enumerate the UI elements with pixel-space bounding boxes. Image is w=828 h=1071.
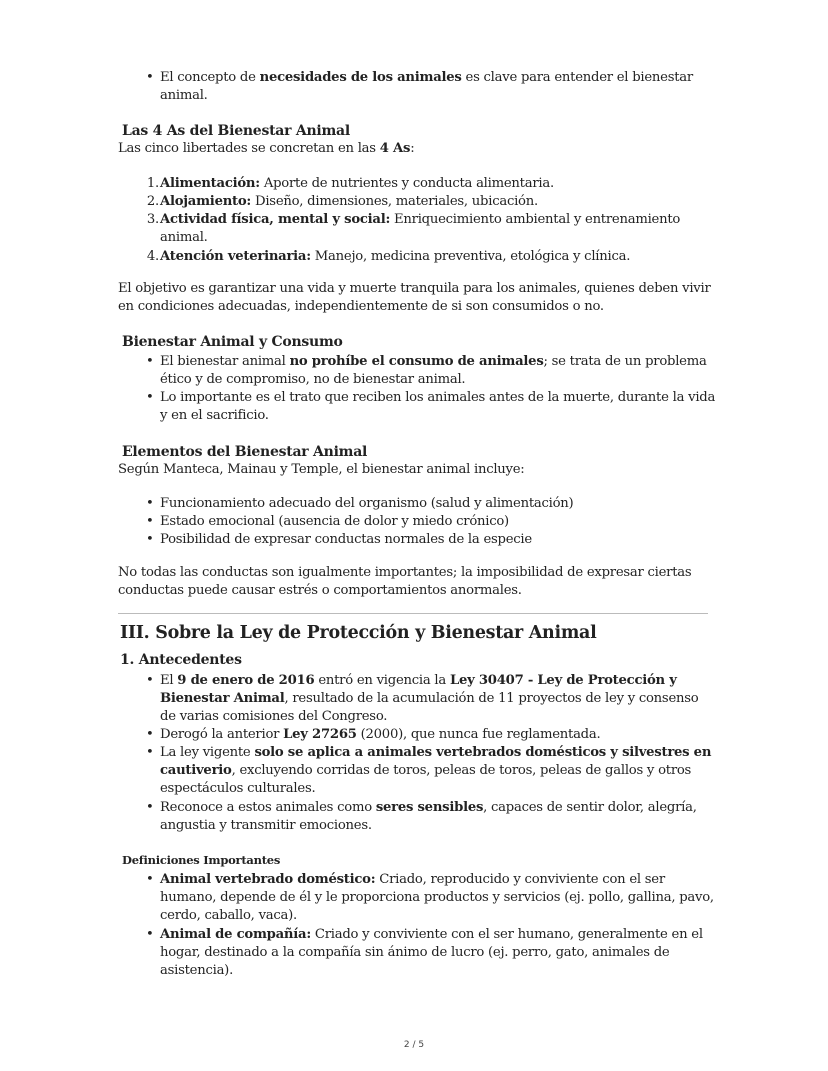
bullet-item <box>146 495 716 513</box>
bullet-item <box>146 513 716 531</box>
text: , resultado de la acumulación de 11 proyectos de ley y consenso de varias comisiones del Congreso. <box>160 691 699 725</box>
bullet-marker: • <box>146 354 154 369</box>
minor-heading <box>122 851 280 869</box>
list-number: 1. <box>146 176 159 191</box>
text: Definiciones Importantes <box>122 853 281 867</box>
text: El objetivo es garantizar una vida y muerte tranquila para los animales, quienes deben vivir en condiciones adecuadas, independientemente de si son consumidos o no. <box>118 281 711 315</box>
bold-text: Animal de compañía: <box>160 927 311 942</box>
numbered-item <box>146 248 716 266</box>
bold-text: 9 de enero de 2016 <box>177 673 315 688</box>
subsection-heading <box>122 443 367 461</box>
bullet-item <box>146 531 716 549</box>
text: Las 4 As del Bienestar Animal <box>122 123 350 139</box>
bullet-item <box>146 672 716 727</box>
bold-text: Alojamiento: <box>160 194 252 209</box>
bullet-item <box>146 353 716 389</box>
numbered-item <box>146 211 716 247</box>
text: Enriquecimiento ambiental y entrenamiento animal. <box>160 212 681 246</box>
text: Reconoce a estos animales como <box>160 800 376 815</box>
bullet-marker: • <box>146 745 154 760</box>
text: Criado, reproducido y conviviente con el ser humano, depende de él y le proporciona productos y servicios (ej. pollo, gallina, pavo, cerdo, caballo, vaca). <box>160 872 714 924</box>
bullet-item <box>146 726 716 744</box>
page-number: 2 / 5 <box>403 1040 425 1050</box>
bullet-marker: • <box>146 872 154 887</box>
text: III. Sobre la Ley de Protección y Bienestar Animal <box>120 623 597 643</box>
text: Aporte de nutrientes y conducta alimentaria. <box>259 176 554 191</box>
bold-text: Atención veterinaria: <box>160 249 311 264</box>
bullet-marker: • <box>146 800 154 815</box>
text: Lo importante es el trato que reciben los animales antes de la muerte, durante la vida y en el sacrificio. <box>160 390 716 424</box>
text: Las cinco libertades se concretan en las <box>118 141 380 156</box>
text: Derogó la anterior <box>160 727 284 742</box>
bullet-marker: • <box>146 673 154 688</box>
numbered-item <box>146 175 716 193</box>
paragraph <box>118 564 718 600</box>
bullet-marker: • <box>146 496 154 511</box>
bold-text: Ley 27265 <box>283 727 357 742</box>
bold-text: Animal vertebrado doméstico: <box>160 872 376 887</box>
numbered-item <box>146 193 716 211</box>
text: Posibilidad de expresar conductas normales de la especie <box>160 532 532 547</box>
text: Criado y conviviente con el ser humano, generalmente en el hogar, destinado a la compañía sin ánimo de lucro (ej. perro, gato, animales de asistencia). <box>160 927 703 979</box>
bold-text: solo se aplica a animales vertebrados domésticos y silvestres en cautiverio <box>160 745 712 779</box>
paragraph <box>118 140 718 158</box>
subsection-heading <box>122 333 343 351</box>
list-number: 3. <box>146 212 159 227</box>
list-number: 4. <box>146 249 159 264</box>
text: , excluyendo corridas de toros, peleas de toros, peleas de gallos y otros espectáculos culturales. <box>160 763 692 797</box>
bold-text: Ley 30407 - Ley de Protección y Bienestar Animal <box>160 673 677 707</box>
bullet-item <box>146 69 716 105</box>
text: 1. Antecedentes <box>120 652 242 668</box>
text: Según Manteca, Mainau y Temple, el bienestar animal incluye: <box>118 462 525 477</box>
bullet-marker: • <box>146 532 154 547</box>
bold-text: Actividad física, mental y social: <box>160 212 391 227</box>
text: Bienestar Animal y Consumo <box>122 334 343 350</box>
text: Estado emocional (ausencia de dolor y miedo crónico) <box>160 514 509 529</box>
subsection-heading <box>122 122 350 140</box>
text: (2000), que nunca fue reglamentada. <box>356 727 601 742</box>
bullet-item <box>146 389 716 425</box>
text: , capaces de sentir dolor, alegría, angustia y transmitir emociones. <box>160 800 697 834</box>
paragraph <box>118 280 718 316</box>
text: Diseño, dimensiones, materiales, ubicación. <box>251 194 538 209</box>
section-divider <box>118 613 708 614</box>
bullet-item <box>146 871 716 926</box>
text: No todas las conductas son igualmente importantes; la imposibilidad de expresar ciertas conductas puede causar estrés o comportamientos anormales. <box>118 565 692 599</box>
bold-text: 4 As <box>379 141 411 156</box>
bullet-marker: • <box>146 727 154 742</box>
bold-text: no prohíbe el consumo de animales <box>289 354 544 369</box>
text: ; se trata de un problema ético y de compromiso, no de bienestar animal. <box>160 354 707 388</box>
bullet-item <box>146 744 716 799</box>
subsection-heading <box>120 651 242 669</box>
text: La ley vigente <box>160 745 255 760</box>
bullet-marker: • <box>146 390 154 405</box>
text: El bienestar animal <box>160 354 290 369</box>
text: Elementos del Bienestar Animal <box>122 444 368 460</box>
text: El <box>160 673 178 688</box>
paragraph <box>118 461 718 479</box>
text: Manejo, medicina preventiva, etológica y clínica. <box>310 249 631 264</box>
bold-text: necesidades de los animales <box>259 70 462 85</box>
bullet-marker: • <box>146 70 154 85</box>
text: entró en vigencia la <box>314 673 450 688</box>
bullet-item <box>146 926 716 981</box>
bold-text: Alimentación: <box>160 176 260 191</box>
text: : <box>410 141 415 156</box>
text: es clave para entender el bienestar animal. <box>160 70 693 104</box>
list-number: 2. <box>146 194 159 209</box>
bullet-marker: • <box>146 514 154 529</box>
bold-text: seres sensibles <box>375 800 484 815</box>
bullet-marker: • <box>146 927 154 942</box>
text: El concepto de <box>160 70 260 85</box>
bullet-item <box>146 799 716 835</box>
text: Funcionamiento adecuado del organismo (salud y alimentación) <box>160 496 574 511</box>
section-heading <box>120 624 596 642</box>
